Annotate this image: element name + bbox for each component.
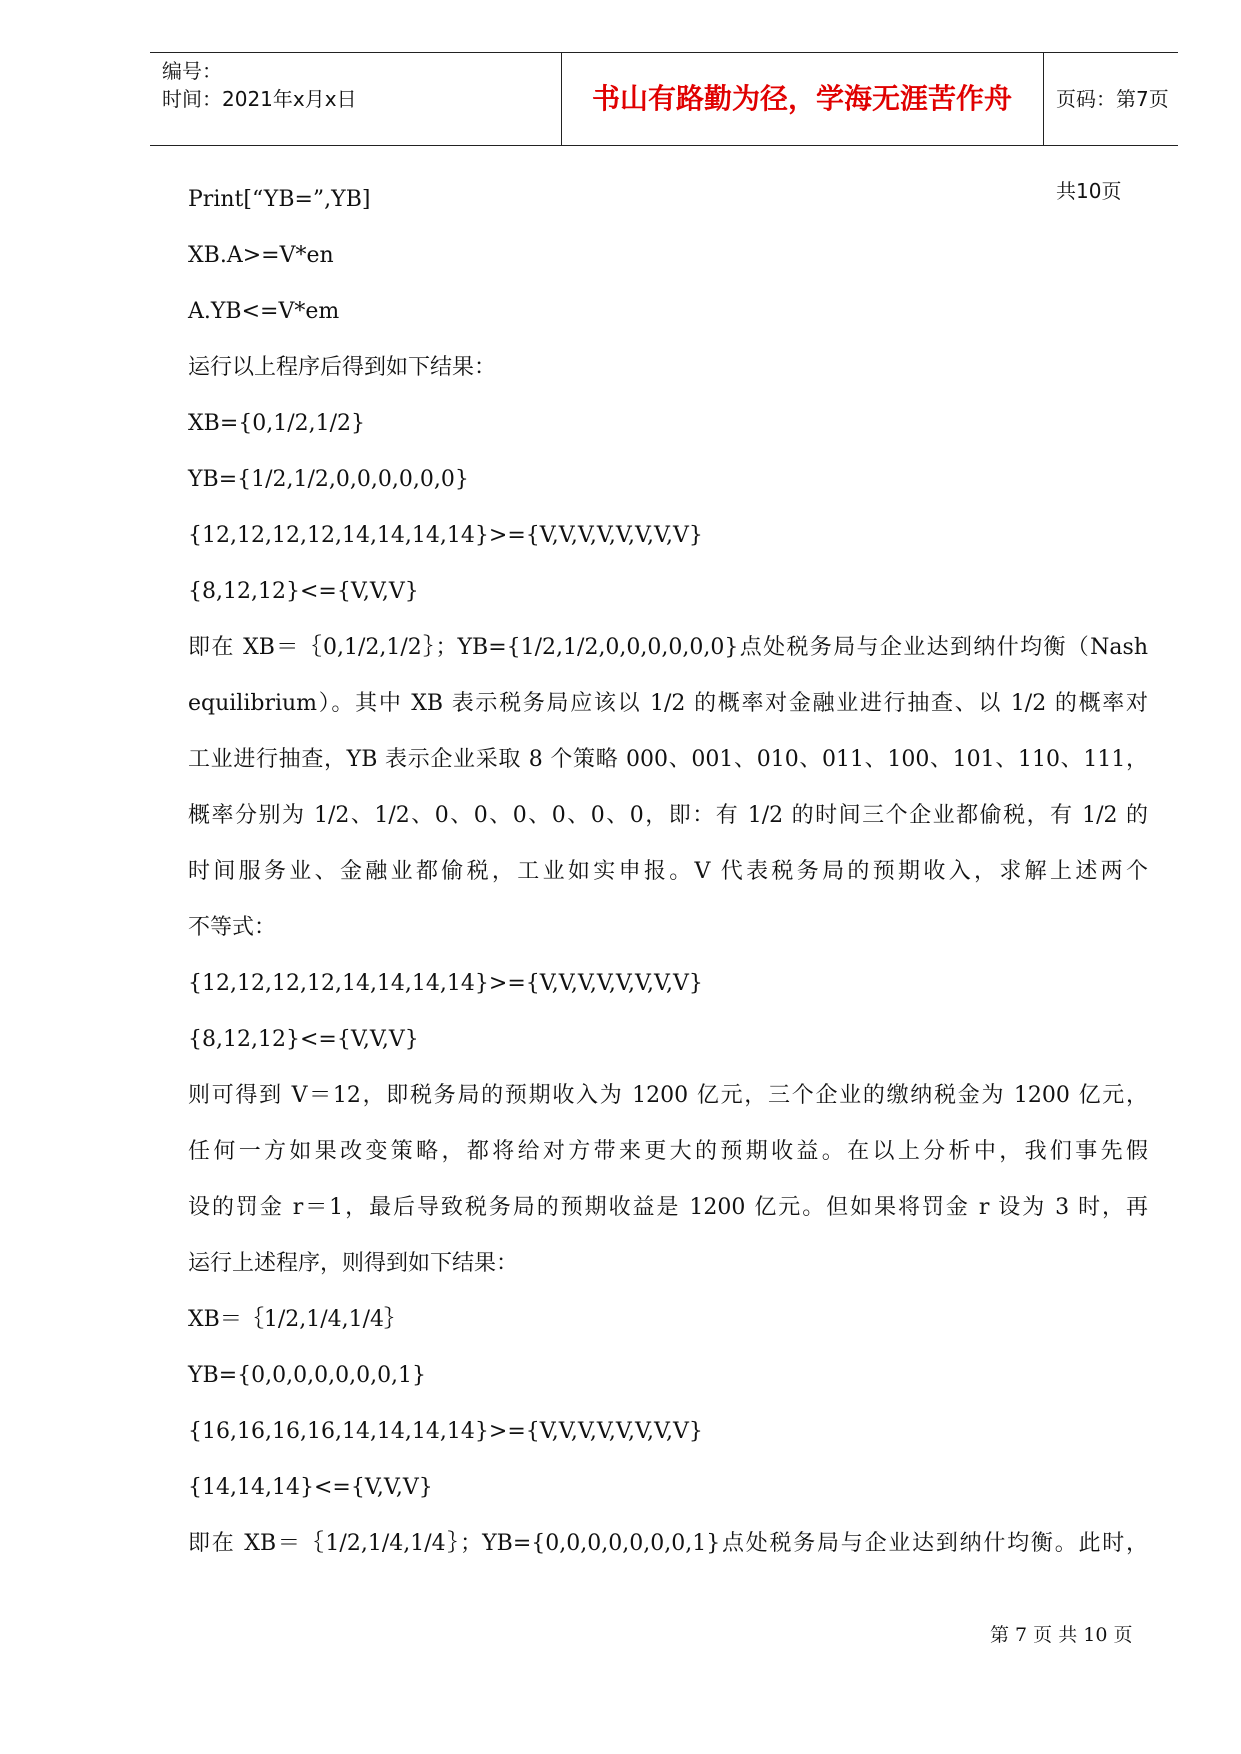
- text-line: 运行上述程序，则得到如下结果：: [188, 1251, 519, 1276]
- header-divider-right: [1043, 53, 1044, 145]
- text-line: 即在 XB＝｛0,1/2,1/2｝；YB={1/2,1/2,0,0,0,0,0,0}点处税务局与企业达到纳什均衡（Nash: [188, 635, 1148, 660]
- text-line: {16,16,16,16,14,14,14,14}>={V,V,V,V,V,V,V,V}: [188, 1419, 703, 1444]
- text-line: YB={0,0,0,0,0,0,0,1}: [188, 1363, 427, 1388]
- document-time-label: 时间：2021年x月x日: [162, 87, 357, 111]
- text-line: equilibrium）。其中 XB 表示税务局应该以 1/2 的概率对金融业进行抽查、以 1/2 的概率对: [188, 691, 1148, 716]
- text-line: 运行以上程序后得到如下结果：: [188, 355, 497, 380]
- text-line: 时间服务业、金融业都偷税，工业如实申报。V 代表税务局的预期收入，求解上述两个: [188, 859, 1148, 884]
- text-line: 任何一方如果改变策略，都将给对方带来更大的预期收益。在以上分析中，我们事先假: [188, 1139, 1148, 1164]
- document-number-label: 编号：: [162, 59, 222, 83]
- text-line: 概率分别为 1/2、1/2、0、0、0、0、0、0，即：有 1/2 的时间三个企业都偷税，有 1/2 的: [188, 803, 1148, 828]
- text-line: Print[“YB=”,YB]: [188, 187, 371, 212]
- header-meta: [162, 57, 557, 113]
- document-body: [188, 172, 1148, 1572]
- text-line: 即在 XB＝｛1/2,1/4,1/4｝；YB={0,0,0,0,0,0,0,1}点处税务局与企业达到纳什均衡。此时，: [188, 1531, 1148, 1556]
- text-line: A.YB<=V*em: [188, 299, 340, 324]
- text-line: 不等式：: [188, 915, 277, 940]
- text-line: {8,12,12}<={V,V,V}: [188, 579, 419, 604]
- text-line: 工业进行抽查，YB 表示企业采取 8 个策略 000、001、010、011、100、101、110、111，: [188, 747, 1148, 772]
- text-line: {12,12,12,12,14,14,14,14}>={V,V,V,V,V,V,V,V}: [188, 971, 703, 996]
- text-line: XB={0,1/2,1/2}: [188, 411, 366, 436]
- text-line: XB＝｛1/2,1/4,1/4｝: [188, 1307, 407, 1332]
- text-line: 则可得到 V＝12，即税务局的预期收入为 1200 亿元，三个企业的缴纳税金为 1200 亿元，: [188, 1083, 1148, 1108]
- text-line: {12,12,12,12,14,14,14,14}>={V,V,V,V,V,V,V,V}: [188, 523, 703, 548]
- header-page-info: 页码：第7页 共10页: [1056, 87, 1169, 203]
- text-line: 设的罚金 r＝1，最后导致税务局的预期收益是 1200 亿元。但如果将罚金 r 设为 3 时，再: [188, 1195, 1148, 1220]
- text-line: XB.A>=V*en: [188, 243, 334, 268]
- header-motto: 书山有路勤为径，学海无涯苦作舟: [591, 82, 1012, 115]
- text-line: YB={1/2,1/2,0,0,0,0,0,0}: [188, 467, 469, 492]
- page-footer: 第 7 页 共 10 页: [990, 1624, 1133, 1646]
- text-line: {14,14,14}<={V,V,V}: [188, 1475, 433, 1500]
- text-line: {8,12,12}<={V,V,V}: [188, 1027, 419, 1052]
